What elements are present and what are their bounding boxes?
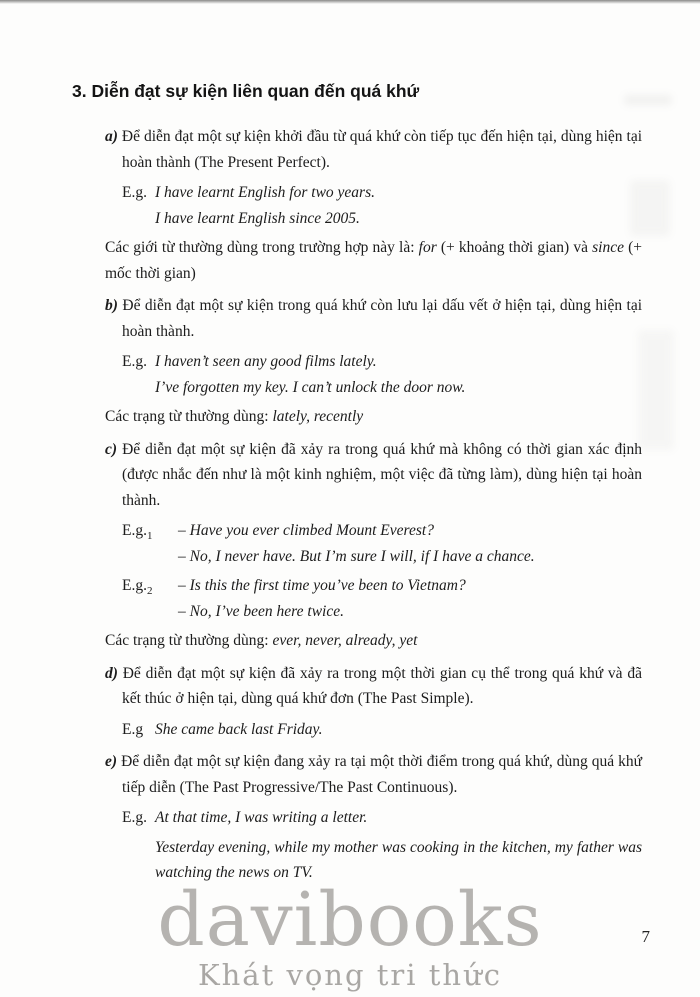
eg-label: E.g. [122,522,147,539]
example-e-line-2 [155,835,642,886]
example-e-line-1 [122,805,642,831]
note-c [105,628,642,654]
eg-subscript: 2 [146,585,153,598]
example-text: I have learnt English for two years. [155,184,375,201]
example-text: I have learnt English since 2005. [155,209,360,227]
item-a-label: a) [105,128,118,145]
example-text: I’ve forgotten my key. I can’t unlock the door now. [155,378,466,396]
paragraph-item-d [105,661,642,712]
note-text: Các trạng từ thường dùng: [105,632,273,649]
eg-label: E.g. [122,184,147,201]
paragraph-item-e [105,749,642,800]
eg-label-numbered [122,518,178,544]
example-text: At that time, I was writing a letter. [155,809,368,826]
example-text: – No, I’ve been here twice. [178,602,344,620]
example-text: I haven’t seen any good films lately. [155,353,377,370]
item-b-label: b) [105,297,118,314]
eg-label: E.g. [122,353,147,370]
eg-label-numbered [122,573,178,599]
note-italic-term: lately, recently [272,408,364,425]
example-text: – Is this the first time you’ve been to Vietnam? [178,577,466,594]
example-text: – No, I never have. But I’m sure I will, if I have a chance. [178,547,535,565]
example-c1-line-2 [178,544,642,570]
eg-label: E.g [122,720,144,738]
example-c2-line-2 [178,599,642,625]
eg-label: E.g. [122,577,147,594]
example-text: Yesterday evening, while my mother was cooking in the kitchen, my father was watching the news on TV. [155,838,642,881]
item-d-label: d) [105,664,118,682]
publisher-watermark [0,877,700,993]
example-a-line-2 [155,206,642,232]
example-text: She came back last Friday. [155,720,323,738]
eg-subscript: 1 [146,530,153,543]
item-d-text: Để diễn đạt một sự kiện đã xảy ra trong một thời gian cụ thể trong quá khứ và đã kết thúc ở hiện tại, dùng quá khứ đơn (The Past Simple). [122,664,642,707]
example-b-line-2 [155,375,642,401]
eg-label: E.g. [122,809,147,826]
note-italic-term: ever, never, already, yet [272,632,418,649]
item-e-label: e) [105,753,118,770]
example-c1-line-1 [122,518,642,544]
item-a-text: Để diễn đạt một sự kiện khởi đầu từ quá khứ còn tiếp tục đến hiện tại, dùng hiện tại hoàn thành (The Present Perfect). [121,128,643,171]
paragraph-item-a [105,124,643,175]
example-c2-line-1 [122,573,642,599]
example-text: – Have you ever climbed Mount Everest? [178,522,434,539]
note-text: (+ khoảng thời gian) và [436,239,593,256]
paragraph-item-b [105,293,643,344]
note-text: (+ mốc thời gian) [105,239,643,282]
watermark-tagline: Khát vọng tri thức [197,958,503,992]
item-c-text: Để diễn đạt một sự kiện đã xảy ra trong quá khứ mà không có thời gian xác định (được nhắc đến như là một kinh nghiệm, một việc đã từng làm), dùng hiện tại hoàn thành. [122,440,643,509]
scan-edge-artifact [0,0,700,4]
watermark-logo-text: davibooks [157,877,543,963]
item-c-label: c) [105,440,118,458]
page-number: 7 [641,927,650,946]
note-text: Các giới từ thường dùng trong trường hợp này là: [105,239,419,256]
paragraph-item-c [105,437,643,514]
example-b-line-1 [122,349,642,375]
note-italic-term: for [418,239,437,256]
note-italic-term: since [592,239,624,256]
note-b [105,404,642,430]
note-text: Các trạng từ thường dùng: [105,408,273,425]
item-b-text: Để diễn đạt một sự kiện trong quá khứ còn lưu lại dấu vết ở hiện tại, dùng hiện tại hoàn thành. [122,297,643,340]
example-d-line-1 [122,717,642,743]
item-e-text: Để diễn đạt một sự kiện đang xảy ra tại một thời điểm trong quá khứ, dùng quá khứ tiếp diễn (The Past Progressive/The Past Continuous). [121,753,642,796]
note-a [105,235,642,286]
section-heading: 3. Diễn đạt sự kiện liên quan đến quá khứ [72,81,420,101]
example-a-line-1 [122,180,642,206]
